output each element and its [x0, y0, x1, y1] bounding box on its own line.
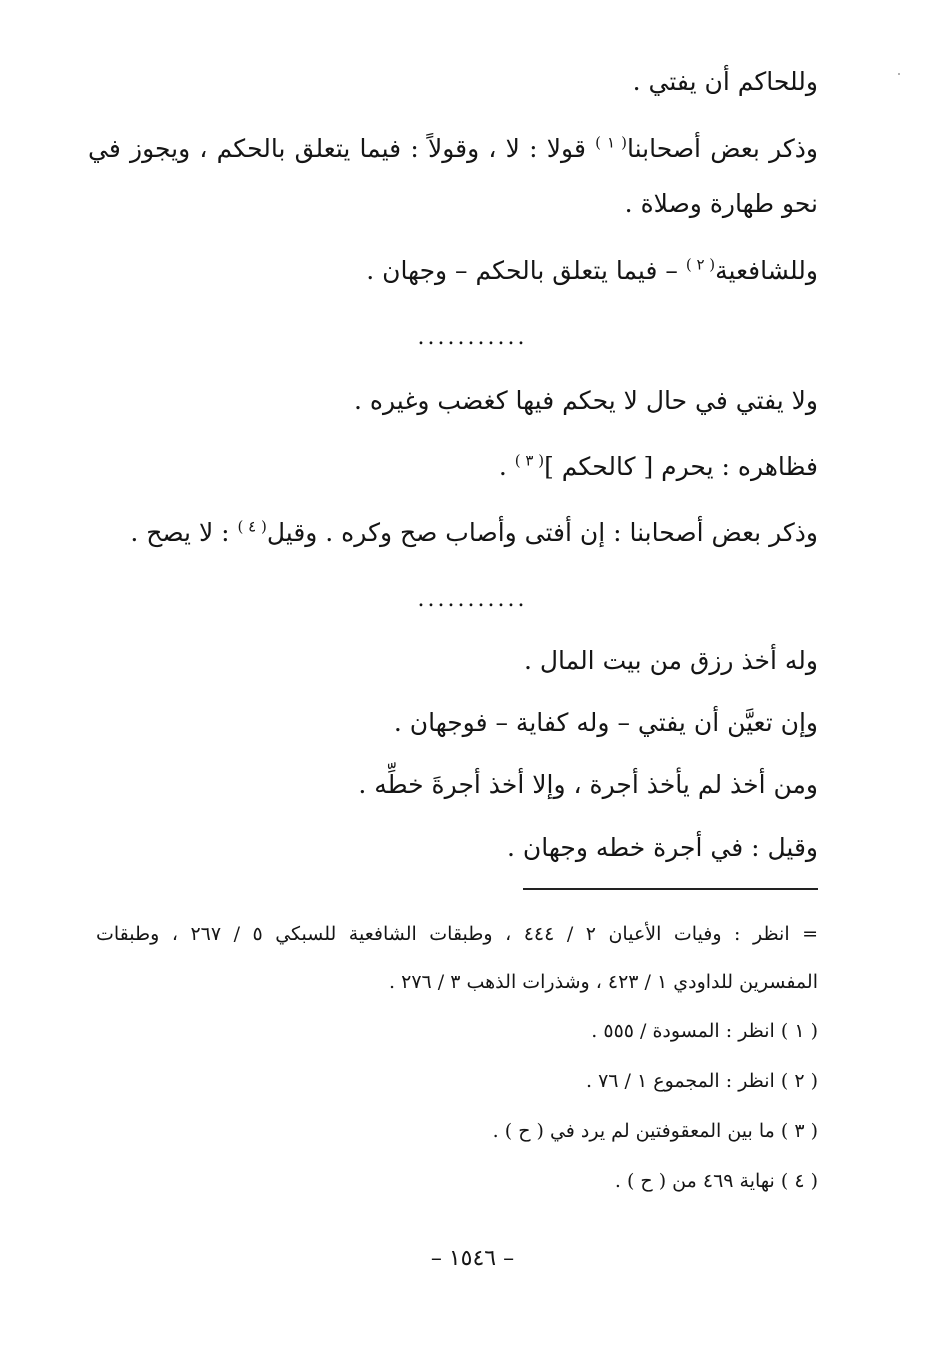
- footnote-continuation-line-1: = انظر : وفيات الأعيان ٢ / ٤٤٤ ، وطبقات الشافعية للسبكي ٥ / ٢٦٧ ، وطبقات: [96, 923, 819, 945]
- footnote-continuation-line-2: المفسرين للداودي ١ / ٤٢٣ ، وشذرات الذهب ٣ / ٢٧٦ .: [389, 971, 818, 993]
- section-separator: ...........: [417, 325, 528, 350]
- footnote-3: ( ٣ ) ما بين المعقوفتين لم يرد في ( ح ) .: [492, 1120, 818, 1142]
- paragraph-2-text-a: وذكر بعض أصحابنا: [626, 134, 818, 163]
- paragraph-10: وقيل : في أجرة خطه وجهان .: [506, 833, 818, 862]
- paragraph-1: وللحاكم أن يفتي .: [632, 67, 818, 96]
- section-separator-2: ...........: [417, 587, 528, 612]
- footnote-divider: [523, 888, 818, 890]
- paragraph-2-line-2: نحو طهارة وصلاة .: [624, 189, 818, 218]
- paragraph-6: [130, 515, 818, 551]
- paragraph-3: [366, 253, 818, 289]
- paragraph-5-text-a: فظاهره : يحرم [ كالحكم ]: [544, 452, 818, 481]
- paragraph-2-line-1: [88, 131, 818, 167]
- footnote-1: ( ١ ) انظر : المسودة / ٥٥٥ .: [591, 1020, 818, 1042]
- paragraph-3-text-b: – فيما يتعلق بالحكم – وجهان .: [366, 256, 686, 285]
- footnote-ref-4: ( ٤ ): [237, 517, 267, 536]
- paragraph-9: ومن أخذ لم يأخذ أجرة ، وإلا أخذ أجرةَ خطِّه .: [358, 770, 818, 799]
- footnote-2: ( ٢ ) انظر : المجموع ١ / ٧٦ .: [586, 1070, 818, 1092]
- scan-speck: [898, 73, 900, 75]
- paragraph-3-text-a: وللشافعية: [715, 256, 818, 285]
- paragraph-4: ولا يفتي في حال لا يحكم فيها كغضب وغيره .: [353, 386, 818, 415]
- paragraph-5: [499, 449, 818, 485]
- paragraph-5-text-b: .: [498, 452, 515, 481]
- paragraph-2-text-b: قولا : لا ، وقولاً : فيما يتعلق بالحكم ، ويجوز في: [88, 134, 596, 163]
- footnote-4: ( ٤ ) نهاية ٤٦٩ من ( ح ) .: [614, 1170, 818, 1192]
- footnote-ref-1: ( ١ ): [595, 133, 627, 152]
- paragraph-6-text-b: : لا يصح .: [130, 518, 238, 547]
- paragraph-8: وإن تعيَّن أن يفتي – وله كفاية – فوجهان .: [393, 708, 818, 737]
- paragraph-6-text-a: وذكر بعض أصحابنا : إن أفتى وأصاب صح وكره . وقيل: [266, 518, 818, 547]
- footnote-ref-2: ( ٢ ): [685, 255, 716, 274]
- footnote-ref-3: ( ٣ ): [514, 451, 545, 470]
- paragraph-7: وله أخذ رزق من بيت المال .: [523, 646, 818, 675]
- page-number: – ١٥٤٦ –: [430, 1246, 515, 1271]
